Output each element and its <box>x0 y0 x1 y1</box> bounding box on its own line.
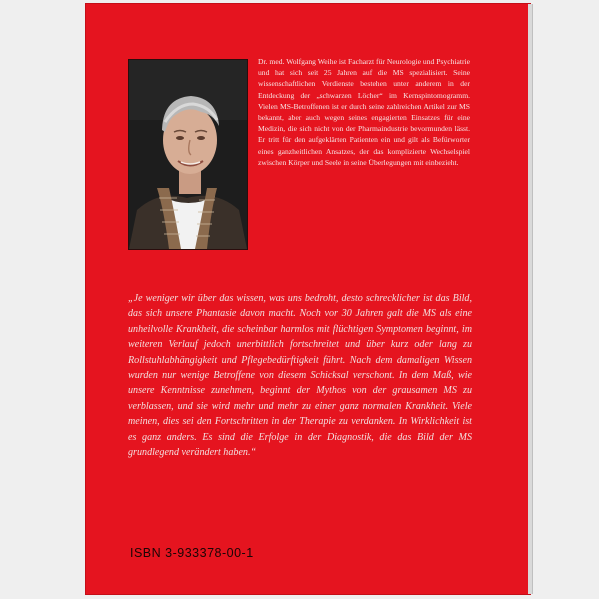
isbn-number: ISBN 3-933378-00-1 <box>130 546 254 560</box>
page-edge <box>528 4 532 594</box>
book-quote: „Je weniger wir über das wissen, was uns bedroht, desto schrecklicher ist das Bild, das sich unsere Phantasie davon macht. Noch vor 30 Jahren galt die MS als eine unheilvolle Krankheit, die scheinbar harmlos mit flüchtigen Symptomen beginnt, im weiteren Verlauf jedoch unerbittlich fortschreitet und über kurz oder lang zu Rollstuhlabhängigkeit und Pflegebedürftigkeit führt. Nach dem damaligen Wissen wurden nur wenige Betroffene von diesem Schicksal verschont. In dem Maß, wie unsere Kenntnisse zunehmen, beginnt der Mythos von der grausamen MS zu verblassen, und sie wird mehr und mehr zu einer ganz normalen Krankheit. Viele meinen, dies sei den Fortschritten in der Therapie zu verdanken. In Wirklichkeit ist es ganz anders. Es sind die Erfolge in der Diagnostik, die das Bild der MS grundlegend verändert haben.“ <box>128 293 472 459</box>
author-bio: Dr. med. Wolfgang Weihe ist Facharzt für Neurologie und Psychiatrie und hat sich seit 25 Jahren auf die MS spezialisiert. Seine wissenschaftlichen Verdienste bestehen unter anderem in der Entdeckung der „schwarzen Löcher“ im Kernspintomogramm. Vielen MS-Betroffenen ist er durch seine zahlreichen Artikel zur MS bekannt, aber auch wegen seines engagierten Einsatzes für eine Medizin, die sich nicht von der Pharmaindustrie bevormunden lässt. Er tritt für den aufgeklärten Patienten ein und gilt als Befürworter eines ganzheitlichen Ansatzes, der das komplizierte Wechselspiel zwischen Körper und Seele in seine Überlegungen mit einbezieht. <box>258 57 470 167</box>
book-back-cover <box>86 4 530 594</box>
author-photo <box>128 59 248 250</box>
